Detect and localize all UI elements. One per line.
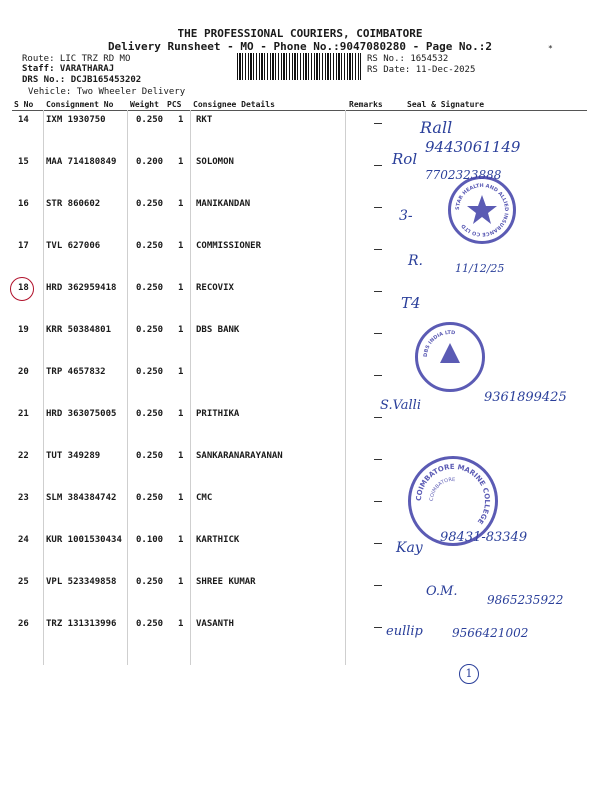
row-pcs: 1 (178, 241, 184, 251)
row-weight: 0.250 (136, 367, 164, 377)
col-seal: Seal & Signature (407, 100, 485, 109)
date-17: 11/12/25 (455, 262, 505, 275)
row-consignee: SOLOMON (196, 157, 234, 167)
col-sno: S No (14, 100, 34, 109)
table-row (0, 283, 600, 325)
barcode (237, 53, 361, 80)
row-pcs: 1 (178, 325, 184, 335)
signature-14: Rall (420, 118, 453, 137)
signature-24: Kay (396, 540, 423, 556)
row-consignment: TUT 349289 (46, 451, 101, 461)
star-mark: * (548, 44, 553, 53)
row-consignment: TRP 4657832 (46, 367, 106, 377)
runsheet-subtitle: Delivery Runsheet - MO - Phone No.:9047080280 - Page No.:2 (107, 40, 493, 53)
row-pcs: 1 (178, 493, 184, 503)
row-pcs: 1 (178, 409, 184, 419)
remarks-dash (374, 627, 382, 628)
star-health-stamp (448, 176, 516, 244)
row-pcs: 1 (178, 199, 184, 209)
row-consignee: COMMISSIONER (196, 241, 262, 251)
svg-text:COIMBATORE (429, 477, 455, 501)
row-weight: 0.250 (136, 241, 164, 251)
row-consignee: KARTHICK (196, 535, 240, 545)
row-sno: 14 (18, 115, 29, 125)
rs-date: RS Date: 11-Dec-2025 (367, 65, 476, 75)
dbs-stamp (415, 322, 485, 392)
star-stamp-text: STAR HEALTH AND ALLIED INSURANCE CO LTD (454, 182, 510, 238)
row-consignment: KUR 1001530434 (46, 535, 122, 545)
remarks-dash (374, 165, 382, 166)
row-pcs: 1 (178, 283, 184, 293)
row-pcs: 1 (178, 115, 184, 125)
phone-14: 9443061149 (425, 138, 521, 156)
remarks-dash (374, 291, 382, 292)
phone-26: 9566421002 (452, 626, 529, 640)
row-pcs: 1 (178, 577, 184, 587)
rs-number: RS No.: 1654532 (367, 54, 449, 64)
remarks-dash (374, 375, 382, 376)
cmc-stamp (408, 456, 498, 546)
row-consignment: KRR 50384801 (46, 325, 112, 335)
remarks-dash (374, 585, 382, 586)
phone-21: 9361899425 (484, 390, 567, 405)
row-weight: 0.250 (136, 325, 164, 335)
row-consignee: CMC (196, 493, 213, 503)
row-consignee: SHREE KUMAR (196, 577, 256, 587)
row-sno: 21 (18, 409, 29, 419)
row-sno: 16 (18, 199, 29, 209)
row-consignee: DBS BANK (196, 325, 240, 335)
col-remarks: Remarks (349, 100, 383, 109)
remarks-dash (374, 207, 382, 208)
row-weight: 0.250 (136, 115, 164, 125)
phone-24: 98431-83349 (440, 530, 528, 545)
row-consignee: PRITHIKA (196, 409, 240, 419)
table-row (0, 325, 600, 367)
signature-21: S.Valli (380, 398, 421, 413)
table-row (0, 493, 600, 535)
svg-text:COIMBATORE MARINE COLLEGE (415, 463, 491, 526)
drs-number: DRS No.: DCJB165453202 (22, 75, 142, 85)
row-weight: 0.250 (136, 493, 164, 503)
row-sno: 26 (18, 619, 29, 629)
row-consignment: MAA 714180849 (46, 157, 117, 167)
row-pcs: 1 (178, 367, 184, 377)
row-consignment: HRD 362959418 (46, 283, 117, 293)
row-sno: 24 (18, 535, 29, 545)
cmc-stamp-text: COIMBATORE MARINE COLLEGE (414, 462, 492, 526)
remarks-dash (374, 249, 382, 250)
row-pcs: 1 (178, 157, 184, 167)
remarks-dash (374, 123, 382, 124)
row-consignee: RECOVIX (196, 283, 234, 293)
row-sno: 25 (18, 577, 29, 587)
row-sno: 15 (18, 157, 29, 167)
page-circle-mark: 1 (459, 664, 479, 684)
row-consignee: VASANTH (196, 619, 234, 629)
row-sno: 17 (18, 241, 29, 251)
row-18-circle (10, 277, 34, 301)
remarks-dash (374, 417, 382, 418)
cmc-stamp-inner: COIMBATORE (428, 476, 456, 502)
remarks-dash (374, 501, 382, 502)
remarks-dash (374, 333, 382, 334)
row-weight: 0.250 (136, 577, 164, 587)
row-weight: 0.250 (136, 409, 164, 419)
row-weight: 0.250 (136, 283, 164, 293)
row-consignment: STR 860602 (46, 199, 101, 209)
row-consignment: VPL 523349858 (46, 577, 117, 587)
row-consignment: TRZ 131313996 (46, 619, 117, 629)
staff-label: Staff: VARATHARAJ (22, 64, 115, 74)
row-sno: 23 (18, 493, 29, 503)
table-row (0, 241, 600, 283)
signature-17: R. (408, 253, 423, 269)
phone-15: 7702323888 (425, 168, 502, 182)
row-sno: 20 (18, 367, 29, 377)
row-consignment: SLM 384384742 (46, 493, 117, 503)
row-weight: 0.200 (136, 157, 164, 167)
route-label: Route: LIC TRZ RD MO (22, 54, 131, 64)
table-row (0, 451, 600, 493)
row-consignment: IXM 1930750 (46, 115, 106, 125)
row-pcs: 1 (178, 619, 184, 629)
vehicle-label: Vehicle: Two Wheeler Delivery (28, 87, 186, 97)
dbs-stamp-text: DBS INDIA LTD (422, 329, 456, 358)
table-row (0, 409, 600, 451)
row-consignment: TVL 627006 (46, 241, 101, 251)
col-weight: Weight (130, 100, 159, 109)
signature-26: eullip (386, 624, 423, 639)
row-weight: 0.250 (136, 451, 164, 461)
signature-25: O.M. (426, 584, 458, 599)
row-consignee: SANKARANARAYANAN (196, 451, 283, 461)
col-consignment: Consignment No (46, 100, 114, 109)
row-sno: 22 (18, 451, 29, 461)
mark-18: T4 (401, 294, 421, 312)
row-consignment: HRD 363075005 (46, 409, 117, 419)
remarks-dash (374, 459, 382, 460)
row-weight: 0.250 (136, 199, 164, 209)
col-pcs: PCS (167, 100, 182, 109)
remarks-dash (374, 543, 382, 544)
row-weight: 0.100 (136, 535, 164, 545)
phone-25: 9865235922 (487, 593, 564, 607)
row-pcs: 1 (178, 535, 184, 545)
row-consignee: RKT (196, 115, 213, 125)
signature-16: 3- (399, 208, 413, 224)
col-consignee: Consignee Details (193, 100, 275, 109)
row-sno: 18 (18, 283, 29, 293)
row-consignee: MANIKANDAN (196, 199, 251, 209)
row-weight: 0.250 (136, 619, 164, 629)
row-sno: 19 (18, 325, 29, 335)
signature-15: Rol (392, 150, 418, 168)
header-rule (12, 110, 587, 111)
company-title: THE PROFESSIONAL COURIERS, COIMBATORE (177, 27, 423, 40)
row-pcs: 1 (178, 451, 184, 461)
